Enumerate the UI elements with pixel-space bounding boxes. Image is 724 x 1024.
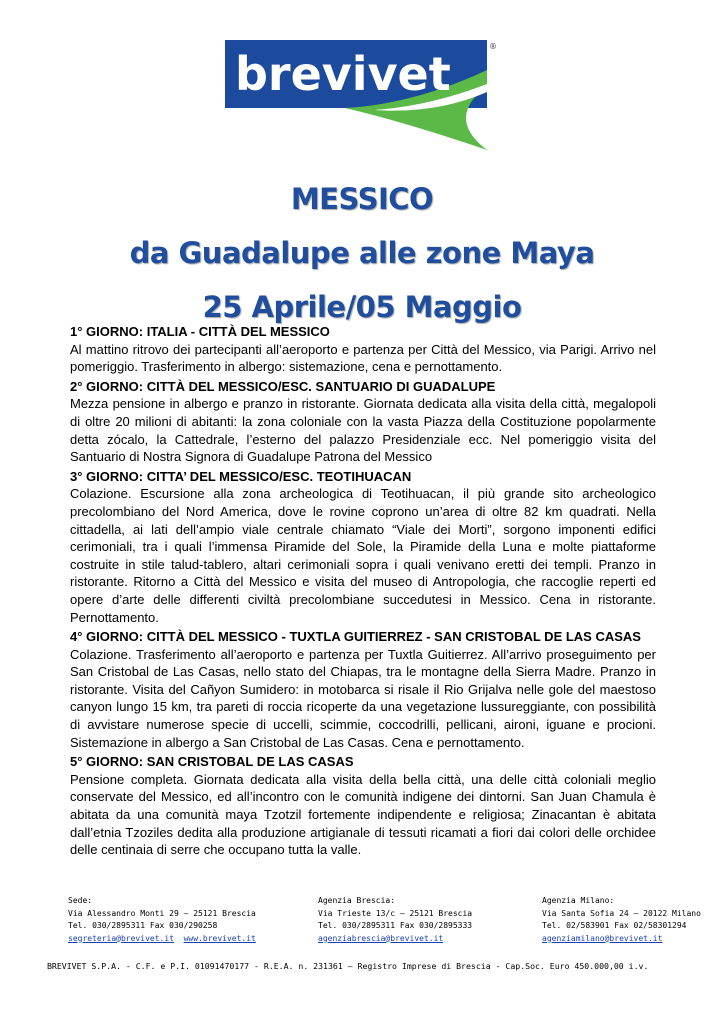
- legal-info: BREVIVET S.P.A. - C.F. e P.I. 01091470177 - R.E.A. n. 231361 – Registro Imprese di Brescia - Cap.Soc. Euro 450.000,00 i.v.: [47, 961, 649, 971]
- footer-label: Agenzia Brescia:: [318, 896, 396, 905]
- day-text: Mezza pensione in albergo e pranzo in ristorante. Giornata dedicata alla visita della città, megalopoli di oltre 20 milioni di abitanti: la zona coloniale con la vasta Piazza della Costituzione popolarmente detta zócalo, la Cattedrale, l’esterno del palazzo Presidenziale ecc. Nel pomeriggio visita del Santuario di Nostra Signora di Guadalupe Patrona del Messico: [70, 396, 656, 465]
- footer-address: Via Santa Sofia 24 – 20122 Milano: [542, 908, 701, 918]
- title-dates: 25 Aprile/05 Maggio: [202, 290, 522, 324]
- brescia-email-link[interactable]: agenziabrescia@brevivet.it: [318, 933, 444, 943]
- day-3: [70, 468, 656, 626]
- footer-links: [68, 933, 256, 946]
- itinerary: [70, 323, 656, 861]
- footer-milano: [542, 895, 701, 945]
- footer-label: Sede:: [68, 896, 93, 905]
- footer-phone: Tel. 030/2895311 Fax 030/290258: [68, 921, 218, 930]
- day-title: 5° GIORNO: SAN CRISTOBAL DE LAS CASAS: [70, 754, 354, 770]
- day-text: Colazione. Escursione alla zona archeologica di Teotihuacan, il più grande sito archeologico precolombiano del Nord America, dove le rovine coprono un’area di oltre 82 km quadrati. Nella cittadella, ai lati dell’ampio viale centrale chiamato “Viale dei Morti”, sorgono imponenti edifici cerimoniali, tra i quali l’immensa Piramide del Sole, la Piramide della Luna e molte piattaforme costruite in stile talud-tablero, altari cerimoniali sopra i quali venivano eretti dei templi. Pranzo in ristorante. Ritorno a Città del Messico e visita del museo di Antropologia, che raccoglie reperti ed opere d’arte delle differenti civiltà precolombiane succedutesi in Messico. Cena in ristorante. Pernottamento.: [70, 486, 656, 625]
- day-text: Colazione. Trasferimento all’aeroporto e partenza per Tuxtla Guitierrez. All’arrivo proseguimento per San Cristobal de Las Casas, nello stato del Chiapas, tra le montagne della Sierra Madre. Pranzo in ristorante. Visita del Cañyon Sumidero: in motobarca si risale il Rio Grijalva nelle gole del maestoso canyon lungo 15 km, tra pareti di roccia ricoperte da una vegetazione lussureggiante, con possibilità di avvistare numerose specie di uccelli, scimmie, coccodrilli, pellicani, aironi, iguane e procioni. Sistemazione in albergo a San Cristobal de Las Casas. Cena e pernottamento.: [70, 646, 656, 750]
- website-link[interactable]: www.brevivet.it: [183, 933, 256, 943]
- day-4: [70, 628, 656, 751]
- day-title: 1° GIORNO: ITALIA - CITTÀ DEL MESSICO: [70, 324, 330, 339]
- footer-brescia: [318, 895, 472, 945]
- footer-sede: [68, 895, 256, 945]
- day-5: [70, 753, 656, 859]
- registered-mark: ®: [489, 42, 497, 51]
- brevivet-logo-graphic: [225, 40, 495, 152]
- milano-email-link[interactable]: agenziamilano@brevivet.it: [542, 933, 663, 943]
- footer-phone: Tel. 030/2895311 Fax 030/2895333: [318, 921, 473, 930]
- footer-label: Agenzia Milano:: [542, 896, 615, 905]
- day-title: 3° GIORNO: CITTA’ DEL MESSICO/ESC. TEOTIHUACAN: [70, 468, 412, 484]
- footer-address: Via Trieste 13/c – 25121 Brescia: [318, 908, 473, 918]
- footer-address: Via Alessandro Monti 29 – 25121 Brescia: [68, 908, 256, 918]
- footer-phone: Tel. 02/583901 Fax 02/58301294: [542, 921, 687, 930]
- day-text: Al mattino ritrovo dei partecipanti all’aeroporto e partenza per Città del Messico, via Parigi. Arrivo nel pomeriggio. Trasferimento in albergo: sistemazione, cena e pernottamento.: [70, 341, 656, 375]
- day-title: 2° GIORNO: CITTÀ DEL MESSICO/ESC. SANTUARIO DI GUADALUPE: [70, 378, 496, 394]
- brevivet-logo: [225, 40, 495, 152]
- logo-text: brevivet: [235, 47, 451, 101]
- day-2: [70, 378, 656, 466]
- day-text: Pensione completa. Giornata dedicata alla visita della bella città, una delle città coloniali meglio conservate del Messico, ed all’incontro con le comunità indigene dei dintorni. San Juan Chamula è abitata da una comunità maya Tzotzil fortemente indipendente e religiosa; Zinacantan è abitata dall’etnia Tzoziles dedita alla produzione artigianale di tessuti ricamati a fiori dai colori delle orchidee delle centinaia di serre che occupano tutta la valle.: [70, 771, 656, 858]
- title-subtitle: da Guadalupe alle zone Maya: [129, 236, 595, 270]
- sede-email-link[interactable]: segreteria@brevivet.it: [68, 933, 174, 943]
- document-title: [0, 172, 724, 334]
- title-country: MESSICO: [290, 182, 434, 216]
- day-title: 4° GIORNO: CITTÀ DEL MESSICO - TUXTLA GUITIERREZ - SAN CRISTOBAL DE LAS CASAS: [70, 629, 641, 645]
- day-1: [70, 323, 656, 376]
